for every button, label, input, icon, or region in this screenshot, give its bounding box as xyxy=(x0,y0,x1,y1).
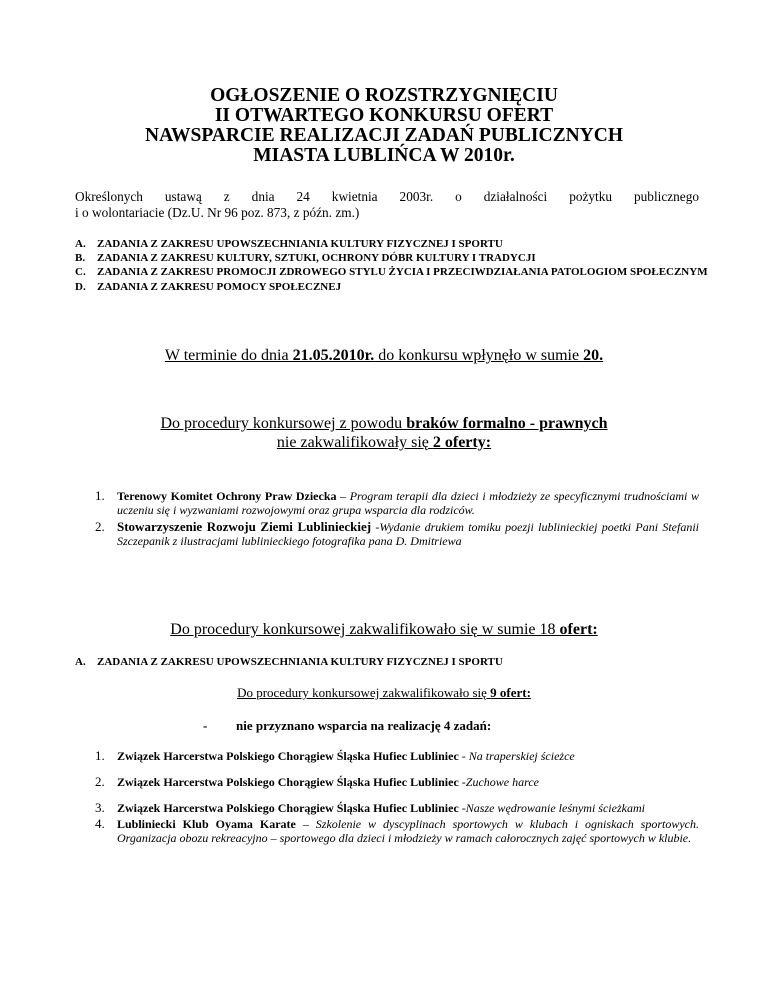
title-line-4: MIASTA LUBLIŃCA W 2010r. xyxy=(253,145,515,166)
deadline-statement xyxy=(0,346,768,366)
title-line-1: OGŁOSZENIE O ROZSTRZYGNIĘCIU xyxy=(210,85,558,106)
task-categories xyxy=(75,237,715,294)
item-number: 1. xyxy=(95,748,105,763)
item-description: Wydanie drukiem tomiku poezji lublinieckiej poetki Pani Stefanii Szczepanik z ilustracjami lublinieckiego fotografika pana D. Dmitriewa xyxy=(117,520,699,548)
rejected-line2-prefix: nie zakwalifikowały się xyxy=(276,434,433,451)
list-item xyxy=(95,520,699,548)
title-line-3: NAWSPARCIE REALIZACJI ZADAŃ PUBLICZNYCH xyxy=(145,125,623,146)
rejected-statement-line-2 xyxy=(0,433,768,453)
item-organization: Związek Harcerstwa Polskiego Chorągiew Śląska Hufiec Lubliniec xyxy=(117,775,459,789)
qualified-prefix: Do procedury konkursowej zakwalifikowało się w sumie 18 xyxy=(170,621,560,638)
task-category xyxy=(75,251,715,265)
item-organization: Stowarzyszenie Rozwoju Ziemi Lublinieckiej xyxy=(117,519,372,534)
item-separator: - xyxy=(458,775,466,789)
task-category xyxy=(75,280,715,294)
item-number: 4. xyxy=(95,816,105,831)
item-body xyxy=(117,817,699,845)
item-separator: - xyxy=(458,749,469,763)
item-description: Program terapii dla dzieci i młodzieży ze specyficznymi trudnościami w uczeniu się i wyzwaniami rozwojowymi oraz grupa wsparcia dla rodziców. xyxy=(117,489,700,517)
deadline-date: 21.05.2010r. xyxy=(292,347,375,364)
item-description: Nasze wędrowanie leśnymi ścieżkami xyxy=(465,801,645,815)
section-a-offers-list xyxy=(95,749,699,845)
section-letter: A. xyxy=(75,656,86,668)
item-organization: Związek Harcerstwa Polskiego Chorągiew Śląska Hufiec Lubliniec xyxy=(117,749,459,763)
list-item xyxy=(95,489,699,517)
item-separator: – xyxy=(336,489,350,503)
offers-count: 20. xyxy=(583,347,604,364)
document-title xyxy=(0,86,768,166)
qualified-statement xyxy=(0,620,768,640)
item-description: Szkolenie w dyscyplinach sportowych w klubach i ogniskach sportowych. Organizacja obozu rekreacyjno – sportowego dla dzieci i młodzieży w ramach całorocznych zajęć sportowych w klubie. xyxy=(117,817,700,845)
legal-basis xyxy=(75,189,699,221)
qualified-offers-label: ofert: xyxy=(559,621,598,638)
item-number: 3. xyxy=(95,800,105,815)
item-description: Na traperskiej ścieżce xyxy=(468,749,575,763)
no-support-text: nie przyznano wsparcia na realizację 4 zadań: xyxy=(236,718,492,733)
rejected-offers-list xyxy=(95,489,699,551)
rejected-reason: braków formalno - prawnych xyxy=(406,415,608,432)
list-item xyxy=(95,817,699,845)
legal-basis-line-2: i o wolontariacie (Dz.U. Nr 96 poz. 873, z późn. zm.) xyxy=(75,205,360,220)
section-title: ZADANIA Z ZAKRESU UPOWSZECHNIANIA KULTURY FIZYCZNEJ I SPORTU xyxy=(97,656,503,668)
section-a-no-support xyxy=(203,718,491,734)
task-text: ZADANIA Z ZAKRESU UPOWSZECHNIANIA KULTURY FIZYCZNEJ I SPORTU xyxy=(97,238,503,250)
item-separator: – xyxy=(295,817,316,831)
section-a-qualified xyxy=(0,685,768,701)
task-letter: D. xyxy=(75,280,86,293)
rejected-prefix: Do procedury konkursowej z powodu xyxy=(160,415,407,432)
section-a-heading xyxy=(75,656,503,668)
item-number: 1. xyxy=(95,488,105,503)
title-line-2: II OTWARTEGO KONKURSU OFERT xyxy=(214,105,554,126)
item-organization: Związek Harcerstwa Polskiego Chorągiew Śląska Hufiec Lubliniec xyxy=(117,801,459,815)
task-text: ZADANIA Z ZAKRESU PROMOCJI ZDROWEGO STYLU ŻYCIA I PRZECIWDZIAŁANIA PATOLOGIOM SPOŁECZNYM xyxy=(97,266,708,279)
deadline-middle: do konkursu wpłynęło w sumie xyxy=(374,347,584,364)
item-body xyxy=(117,775,699,789)
task-category xyxy=(75,237,715,251)
rejected-count: 2 oferty: xyxy=(432,434,492,451)
item-separator: - xyxy=(458,801,466,815)
item-body xyxy=(117,520,699,548)
task-category xyxy=(75,265,715,279)
task-text: ZADANIA Z ZAKRESU POMOCY SPOŁECZNEJ xyxy=(97,280,342,293)
list-item xyxy=(95,801,699,815)
item-organization: Lubliniecki Klub Oyama Karate xyxy=(117,817,296,831)
task-letter: B. xyxy=(75,252,86,265)
item-body xyxy=(117,801,699,815)
deadline-prefix: W terminie do dnia xyxy=(164,347,293,364)
dash-bullet: - xyxy=(203,718,208,733)
task-letter: A. xyxy=(75,238,86,250)
item-body xyxy=(117,489,699,517)
task-text: ZADANIA Z ZAKRESU KULTURY, SZTUKI, OCHRONY DÓBR KULTURY I TRADYCJI xyxy=(97,252,536,265)
item-description: Zuchowe harce xyxy=(465,775,539,789)
section-a-qualified-prefix: Do procedury konkursowej zakwalifikowało się xyxy=(237,685,491,700)
item-number: 2. xyxy=(95,774,105,789)
list-item xyxy=(95,775,699,789)
rejected-statement-line-1 xyxy=(0,414,768,434)
item-number: 2. xyxy=(95,519,105,534)
section-a-qualified-count: 9 ofert: xyxy=(490,685,531,700)
item-separator: - xyxy=(371,520,380,534)
legal-basis-line-1: Określonych ustawą z dnia 24 kwietnia 2003r. o działalności pożytku publicznego xyxy=(75,189,699,204)
item-organization: Terenowy Komitet Ochrony Praw Dziecka xyxy=(117,489,337,503)
list-item xyxy=(95,749,699,763)
item-body xyxy=(117,749,699,763)
task-letter: C. xyxy=(75,266,86,279)
